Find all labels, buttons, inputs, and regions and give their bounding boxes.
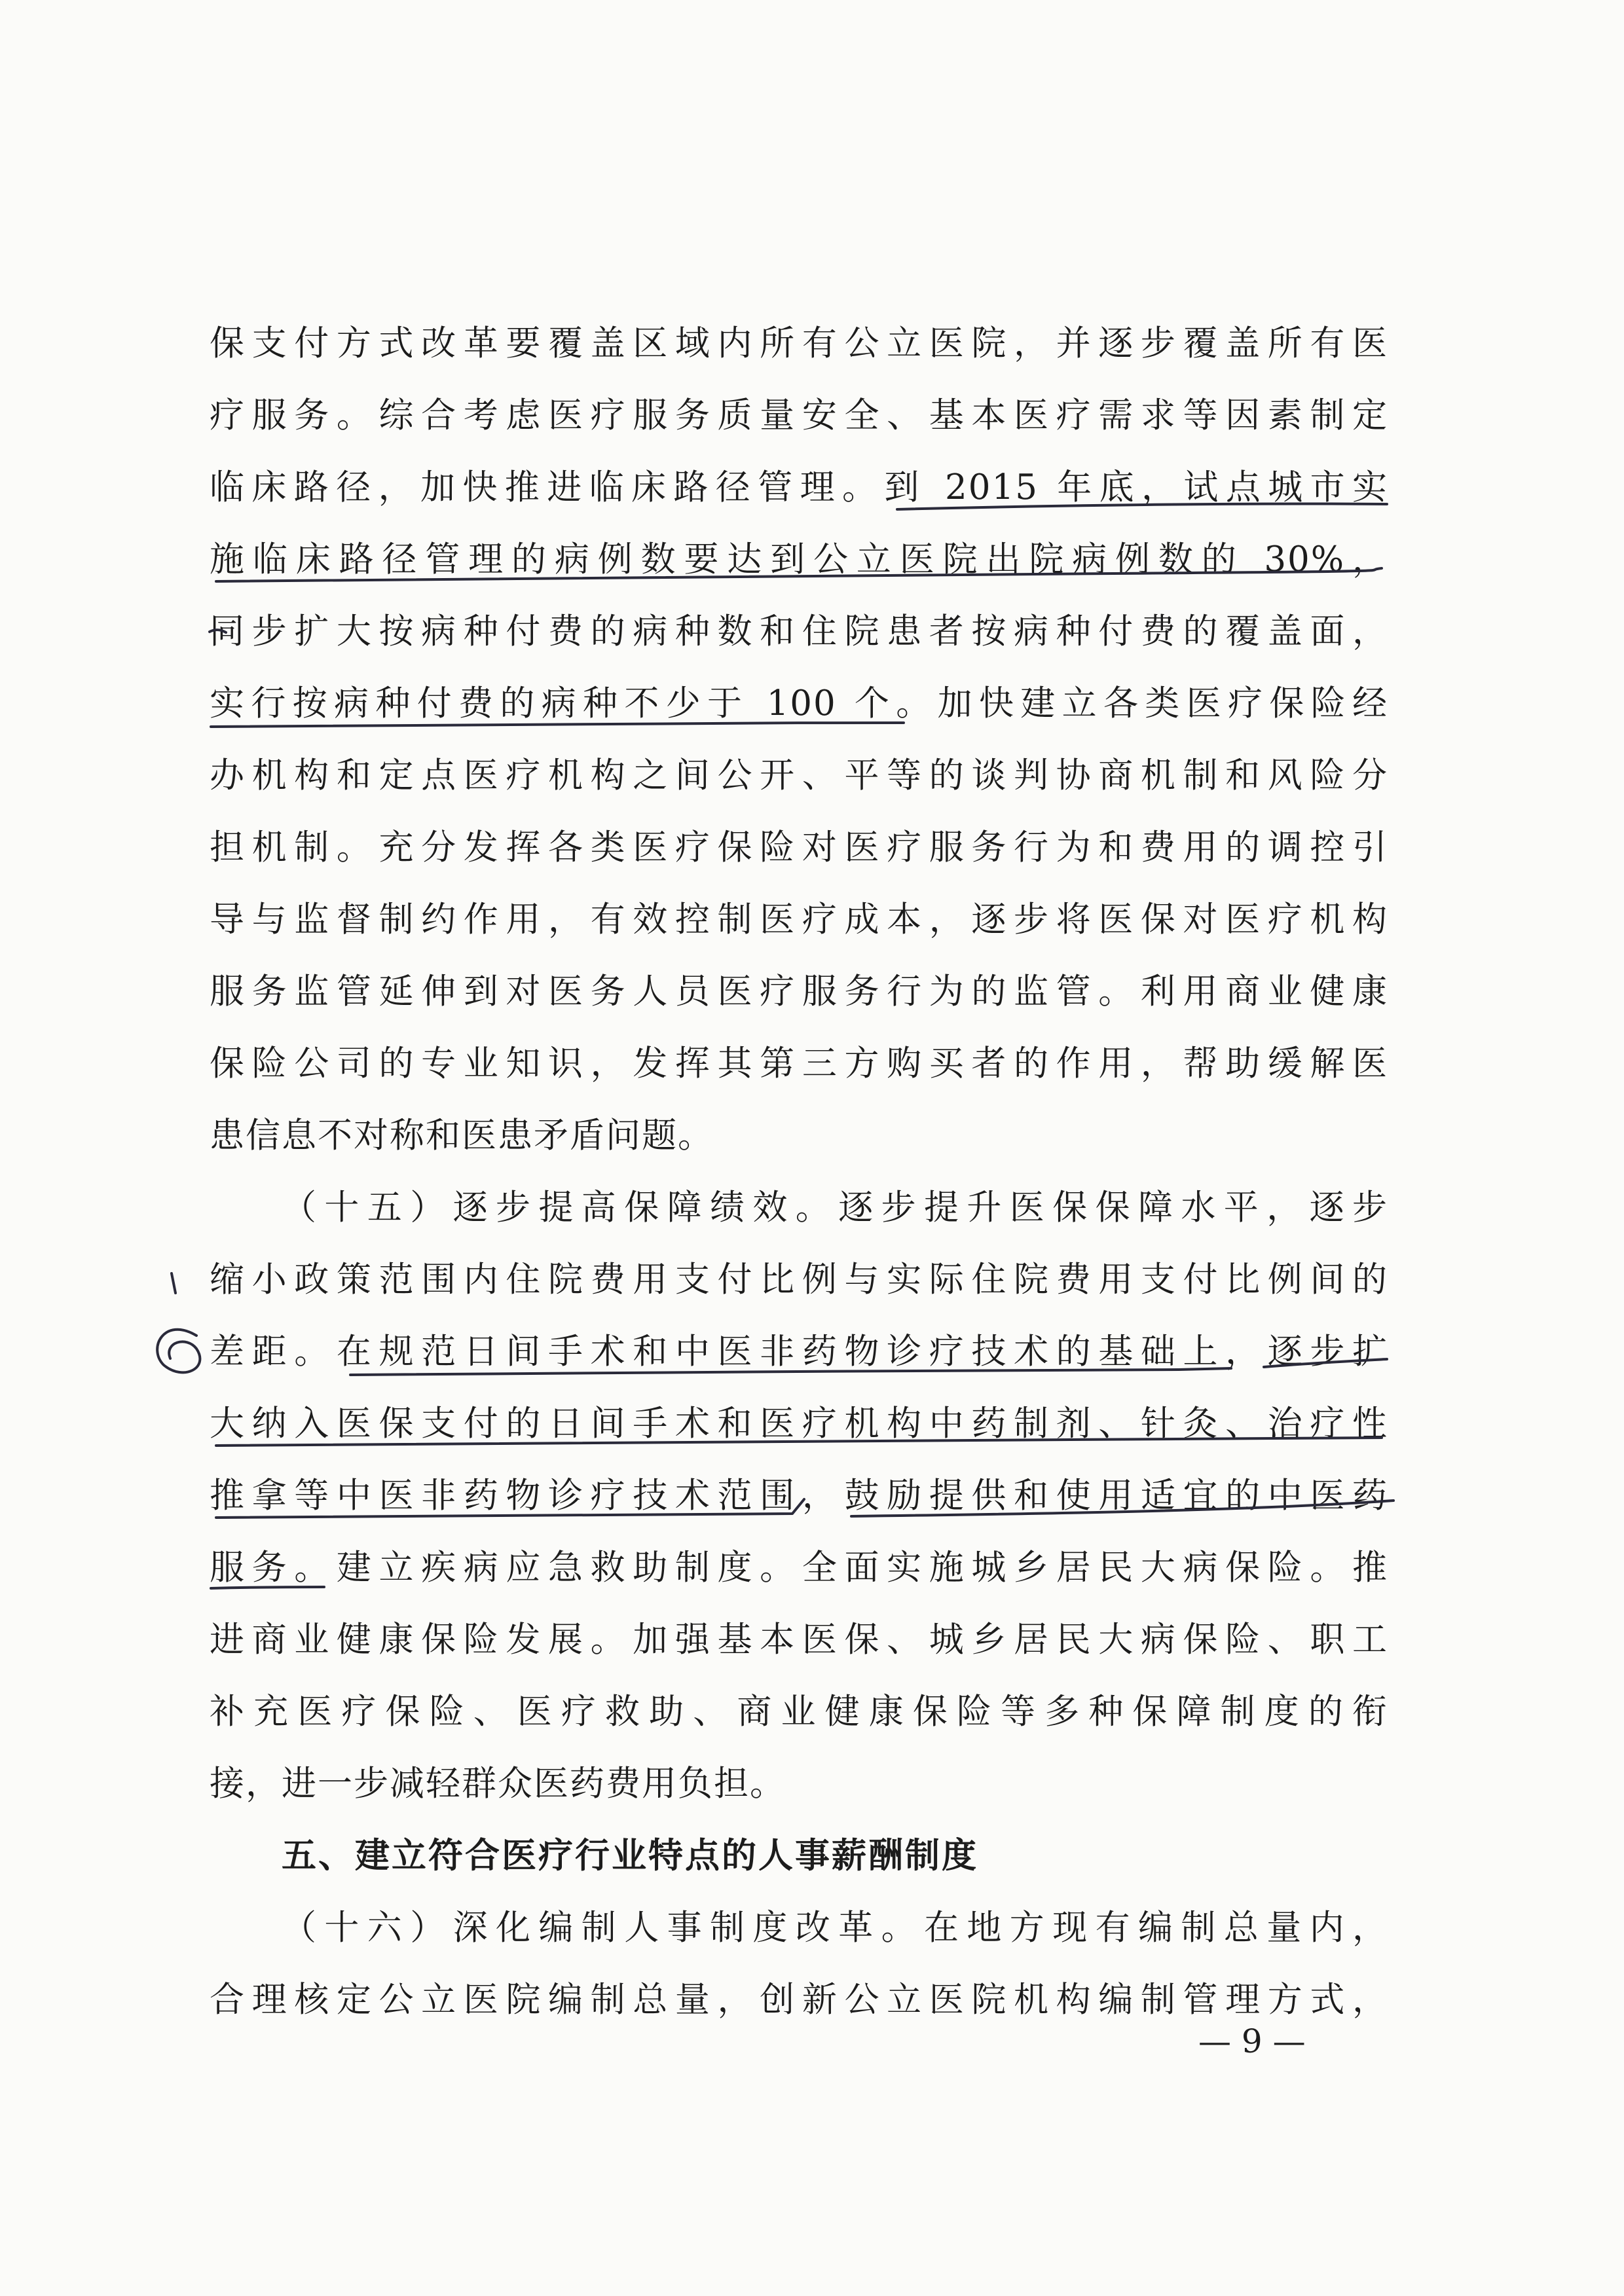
body-text-line: 疗服务。综合考虑医疗服务质量安全、基本医疗需求等因素制定	[210, 395, 1388, 435]
body-text-line: 服务监管延伸到对医务人员医疗服务行为的监管。利用商业健康	[210, 972, 1388, 1011]
handwritten-margin-mark	[157, 1330, 200, 1373]
body-text-line: 保支付方式改革要覆盖区域内所有公立医院，并逐步覆盖所有医	[210, 323, 1388, 363]
handwritten-margin-mark	[172, 1273, 175, 1293]
body-text-line: 推拿等中医非药物诊疗技术范围，鼓励提供和使用适宜的中医药	[210, 1476, 1388, 1516]
body-text-line: 服务。建立疾病应急救助制度。全面实施城乡居民大病保险。推	[210, 1548, 1388, 1588]
body-text-line: 保险公司的专业知识，发挥其第三方购买者的作用，帮助缓解医	[210, 1044, 1388, 1084]
paragraph-16-first-line: （十六）深化编制人事制度改革。在地方现有编制总量内，	[282, 1908, 1388, 1948]
section-heading: 五、建立符合医疗行业特点的人事薪酬制度	[282, 1836, 978, 1876]
body-text-line: 导与监督制约作用，有效控制医疗成本，逐步将医保对医疗机构	[210, 900, 1388, 939]
body-text-line: 办机构和定点医疗机构之间公开、平等的谈判协商机制和风险分	[210, 756, 1388, 795]
body-text-line: 施临床路径管理的病例数要达到公立医院出院病例数的 30%，	[210, 539, 1388, 579]
body-text-line: 缩小政策范围内住院费用支付比例与实际住院费用支付比例间的	[210, 1260, 1388, 1300]
page-number: — 9 —	[1198, 2022, 1306, 2060]
body-text-line: 进商业健康保险发展。加强基本医保、城乡居民大病保险、职工	[210, 1620, 1388, 1660]
body-text-line: 担机制。充分发挥各类医疗保险对医疗服务行为和费用的调控引	[210, 828, 1388, 867]
body-text-line: 接，进一步减轻群众医药费用负担。	[210, 1764, 786, 1804]
body-text-line: 实行按病种付费的病种不少于 100 个。加快建立各类医疗保险经	[210, 683, 1388, 723]
body-text-line: 患信息不对称和医患矛盾问题。	[210, 1116, 714, 1156]
paragraph-15-first-line: （十五）逐步提高保障绩效。逐步提升医保保障水平，逐步	[282, 1188, 1388, 1228]
body-text-line: 补充医疗保险、医疗救助、商业健康保险等多种保障制度的衔	[210, 1692, 1388, 1732]
body-text-line: 大纳入医保支付的日间手术和医疗机构中药制剂、针灸、治疗性	[210, 1404, 1388, 1444]
body-text-line: 同步扩大按病种付费的病种数和住院患者按病种付费的覆盖面，	[210, 611, 1388, 651]
body-text-line: 差距。在规范日间手术和中医非药物诊疗技术的基础上，逐步扩	[210, 1332, 1388, 1372]
body-text-line: 合理核定公立医院编制总量，创新公立医院机构编制管理方式，	[210, 1980, 1388, 2020]
body-text-line: 临床路径，加快推进临床路径管理。到 2015 年底，试点城市实	[210, 467, 1388, 507]
